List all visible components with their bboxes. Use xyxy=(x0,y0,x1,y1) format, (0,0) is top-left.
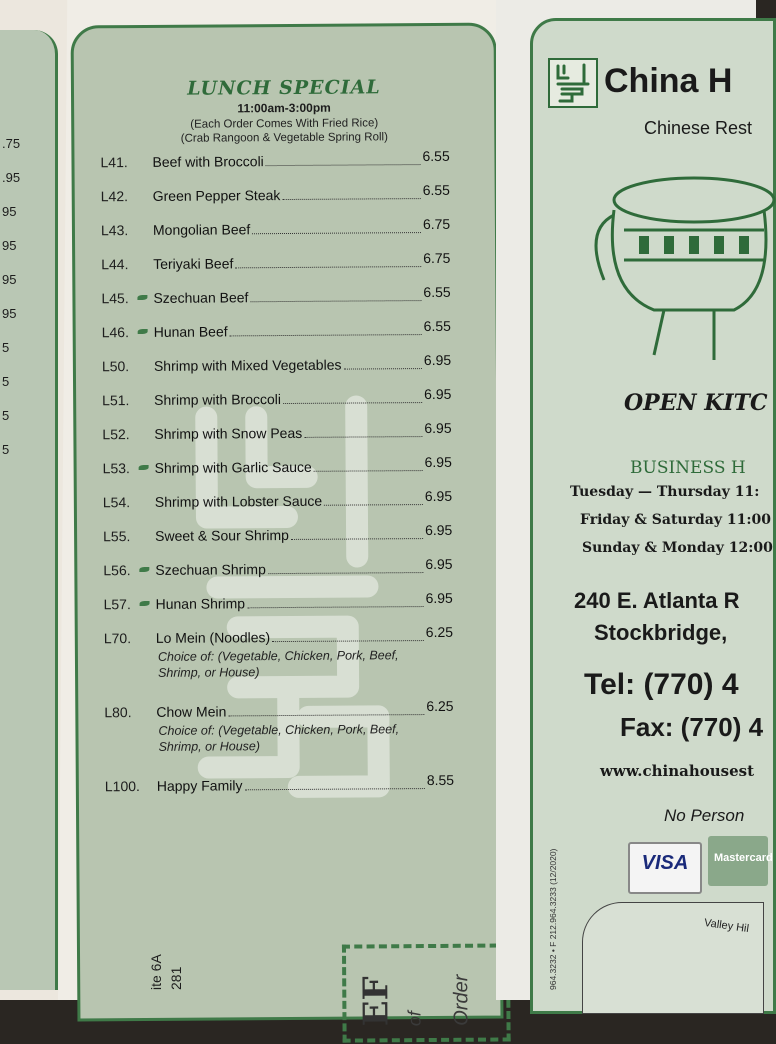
menu-item-name: Szechuan Beef xyxy=(153,289,249,306)
business-hours-heading: BUSINESS H xyxy=(630,458,746,478)
menu-hours: 11:00am-3:00pm xyxy=(237,100,331,116)
menu-item-row xyxy=(75,283,495,315)
coupon-text-of: of xyxy=(404,1011,425,1027)
menu-item-price: 8.55 xyxy=(426,771,455,789)
menu-item-row xyxy=(79,771,499,803)
menu-item-row xyxy=(75,215,495,247)
menu-item-code: L44. xyxy=(101,256,129,273)
phone-number: Tel: (770) 4 xyxy=(584,668,739,701)
menu-item-choice-line1: Choice of: (Vegetable, Chicken, Pork, Beef, xyxy=(158,722,400,738)
spicy-pepper-icon xyxy=(139,567,149,572)
fine-print-vertical: 964.3232 • F 212.964.3233 (12/2020) xyxy=(548,848,558,990)
spicy-pepper-icon xyxy=(139,465,149,470)
menu-item-name: Hunan Shrimp xyxy=(155,595,246,612)
no-personal-checks: No Person xyxy=(664,806,745,825)
menu-note-line1: (Each Order Comes With Fried Rice) xyxy=(190,117,379,131)
left-price-fragment: 95 xyxy=(2,204,17,219)
left-price-fragment: 5 xyxy=(2,408,10,423)
left-price-fragment: .95 xyxy=(2,170,21,185)
menu-item-row xyxy=(77,487,497,519)
menu-item-row xyxy=(76,385,496,417)
visa-card-logo xyxy=(628,842,702,894)
menu-item-price: 6.95 xyxy=(423,351,452,369)
leader-dots xyxy=(324,504,423,506)
menu-item-code: L43. xyxy=(100,222,129,239)
leader-dots xyxy=(266,164,421,166)
menu-item-price: 6.55 xyxy=(423,283,451,301)
menu-item-price: 6.95 xyxy=(424,419,452,437)
menu-item-price: 6.75 xyxy=(422,215,451,233)
menu-note-line2: (Crab Rangoon & Vegetable Spring Roll) xyxy=(180,131,388,145)
menu-item-name: Lo Mein (Noodles) xyxy=(155,629,271,646)
open-kitchen-heading: OPEN KITC xyxy=(624,390,768,416)
menu-item-price: 6.95 xyxy=(424,487,453,505)
menu-item-price: 6.55 xyxy=(422,147,450,165)
menu-item-code: L50. xyxy=(101,358,130,375)
hours-line-2: Friday & Saturday 11:00 xyxy=(580,512,771,528)
menu-item-code: L41. xyxy=(100,154,128,171)
coupon-text-order: Order xyxy=(450,974,473,1026)
menu-item-code: L54. xyxy=(102,494,131,511)
hours-line-3: Sunday & Monday 12:00 xyxy=(582,540,773,556)
menu-item-name: Teriyaki Beef xyxy=(153,255,234,272)
menu-item-code: L46. xyxy=(101,324,129,341)
menu-item-row xyxy=(76,419,496,451)
menu-item-code: L45. xyxy=(101,290,129,307)
leader-dots xyxy=(314,470,423,472)
restaurant-logo-icon xyxy=(548,58,598,108)
address-line-1: 240 E. Atlanta R xyxy=(574,588,740,613)
menu-item-price: 6.95 xyxy=(424,385,452,403)
menu-item-row xyxy=(77,555,497,587)
leader-dots xyxy=(291,538,423,540)
menu-item-code: L55. xyxy=(103,528,131,545)
menu-item-name: Shrimp with Snow Peas xyxy=(154,424,303,442)
spicy-pepper-icon xyxy=(138,329,148,334)
leader-dots xyxy=(283,198,421,200)
bronze-pot-illustration xyxy=(584,170,764,370)
spicy-pepper-icon xyxy=(137,295,147,300)
menu-item-row xyxy=(76,351,496,383)
restaurant-subtitle: Chinese Rest xyxy=(644,118,753,138)
menu-item-row xyxy=(74,147,494,179)
menu-item-name: Szechuan Shrimp xyxy=(155,561,266,578)
hours-line-1: Tuesday — Thursday 11: xyxy=(570,484,760,500)
left-price-fragment: 5 xyxy=(2,340,10,355)
menu-item-name: Shrimp with Broccoli xyxy=(154,391,282,408)
mastercard-logo xyxy=(708,836,773,886)
leader-dots xyxy=(245,788,425,790)
menu-item-name: Green Pepper Steak xyxy=(152,187,281,204)
left-price-fragment: 95 xyxy=(2,306,17,321)
leader-dots xyxy=(304,436,422,438)
leader-dots xyxy=(230,334,422,336)
menu-item-row xyxy=(77,521,497,553)
left-price-fragment: 5 xyxy=(2,374,10,389)
menu-item-code: L57. xyxy=(103,596,131,613)
visa-label: VISA xyxy=(641,852,689,874)
menu-item-code: L42. xyxy=(100,188,129,205)
menu-item-code: L100. xyxy=(104,778,140,795)
menu-item-price: 6.25 xyxy=(426,697,454,715)
left-price-fragment: 95 xyxy=(2,238,17,253)
menu-item-choice-line2: Shrimp, or House) xyxy=(158,739,261,754)
spicy-pepper-icon xyxy=(140,601,150,606)
menu-item-name: Chow Mein xyxy=(156,703,227,720)
leader-dots xyxy=(248,606,424,608)
menu-item-code: L51. xyxy=(102,392,130,409)
address-line-2: Stockbridge, xyxy=(594,620,728,645)
menu-item-row xyxy=(77,453,497,485)
menu-item-code: L56. xyxy=(103,562,131,579)
left-price-fragment: 5 xyxy=(2,442,10,457)
coupon-text-large: EF xyxy=(356,976,397,1027)
fax-number: Fax: (770) 4 xyxy=(620,712,764,742)
menu-item-name: Mongolian Beef xyxy=(152,221,251,238)
menu-item-price: 6.55 xyxy=(422,181,450,199)
menu-item-code: L80. xyxy=(104,704,132,721)
menu-title: LUNCH SPECIAL xyxy=(187,76,381,100)
menu-item-code: L53. xyxy=(102,460,130,477)
menu-item-choice-line2: Shrimp, or House) xyxy=(158,665,260,680)
menu-item-price: 6.95 xyxy=(425,589,453,607)
leader-dots xyxy=(283,402,422,404)
leader-dots xyxy=(268,572,423,574)
menu-item-row xyxy=(76,317,496,349)
location-map xyxy=(582,902,764,1014)
leader-dots xyxy=(235,266,421,268)
menu-item-row xyxy=(75,181,495,213)
menu-item-row xyxy=(78,589,498,621)
address-fragment-zip: 281 xyxy=(168,966,184,990)
menu-item-name: Shrimp with Lobster Sauce xyxy=(154,492,323,510)
menu-item-price: 6.25 xyxy=(425,623,454,641)
menu-item-price: 6.95 xyxy=(425,555,453,573)
left-price-fragment: .75 xyxy=(2,136,21,151)
menu-item-name: Shrimp with Mixed Vegetables xyxy=(153,356,342,374)
leader-dots xyxy=(228,714,424,716)
menu-item-name: Hunan Beef xyxy=(153,323,228,340)
menu-item-price: 6.95 xyxy=(424,453,452,471)
lunch-special-menu xyxy=(71,23,504,1027)
restaurant-name: China H xyxy=(604,62,733,100)
leader-dots xyxy=(272,640,424,642)
leader-dots xyxy=(252,232,421,234)
menu-item-choice-line1: Choice of: (Vegetable, Chicken, Pork, Beef, xyxy=(157,648,399,664)
menu-item-code: L52. xyxy=(102,426,130,443)
mastercard-label: Mastercard xyxy=(714,852,773,864)
leader-dots xyxy=(250,300,421,302)
menu-item-name: Happy Family xyxy=(156,777,243,794)
menu-item-name: Shrimp with Garlic Sauce xyxy=(154,458,312,476)
address-fragment-suite: ite 6A xyxy=(148,954,164,990)
website-url: www.chinahousest xyxy=(600,762,754,780)
menu-item-name: Sweet & Sour Shrimp xyxy=(155,526,289,544)
menu-item-price: 6.55 xyxy=(423,317,451,335)
menu-item-code: L70. xyxy=(103,630,132,647)
left-price-fragment: 95 xyxy=(2,272,17,287)
menu-item-price: 6.95 xyxy=(425,521,453,539)
menu-item-name: Beef with Broccoli xyxy=(152,153,264,170)
menu-item-row xyxy=(75,249,495,281)
menu-item-price: 6.75 xyxy=(423,249,451,267)
map-street-label: Valley Hil xyxy=(703,916,750,936)
leader-dots xyxy=(344,368,422,370)
